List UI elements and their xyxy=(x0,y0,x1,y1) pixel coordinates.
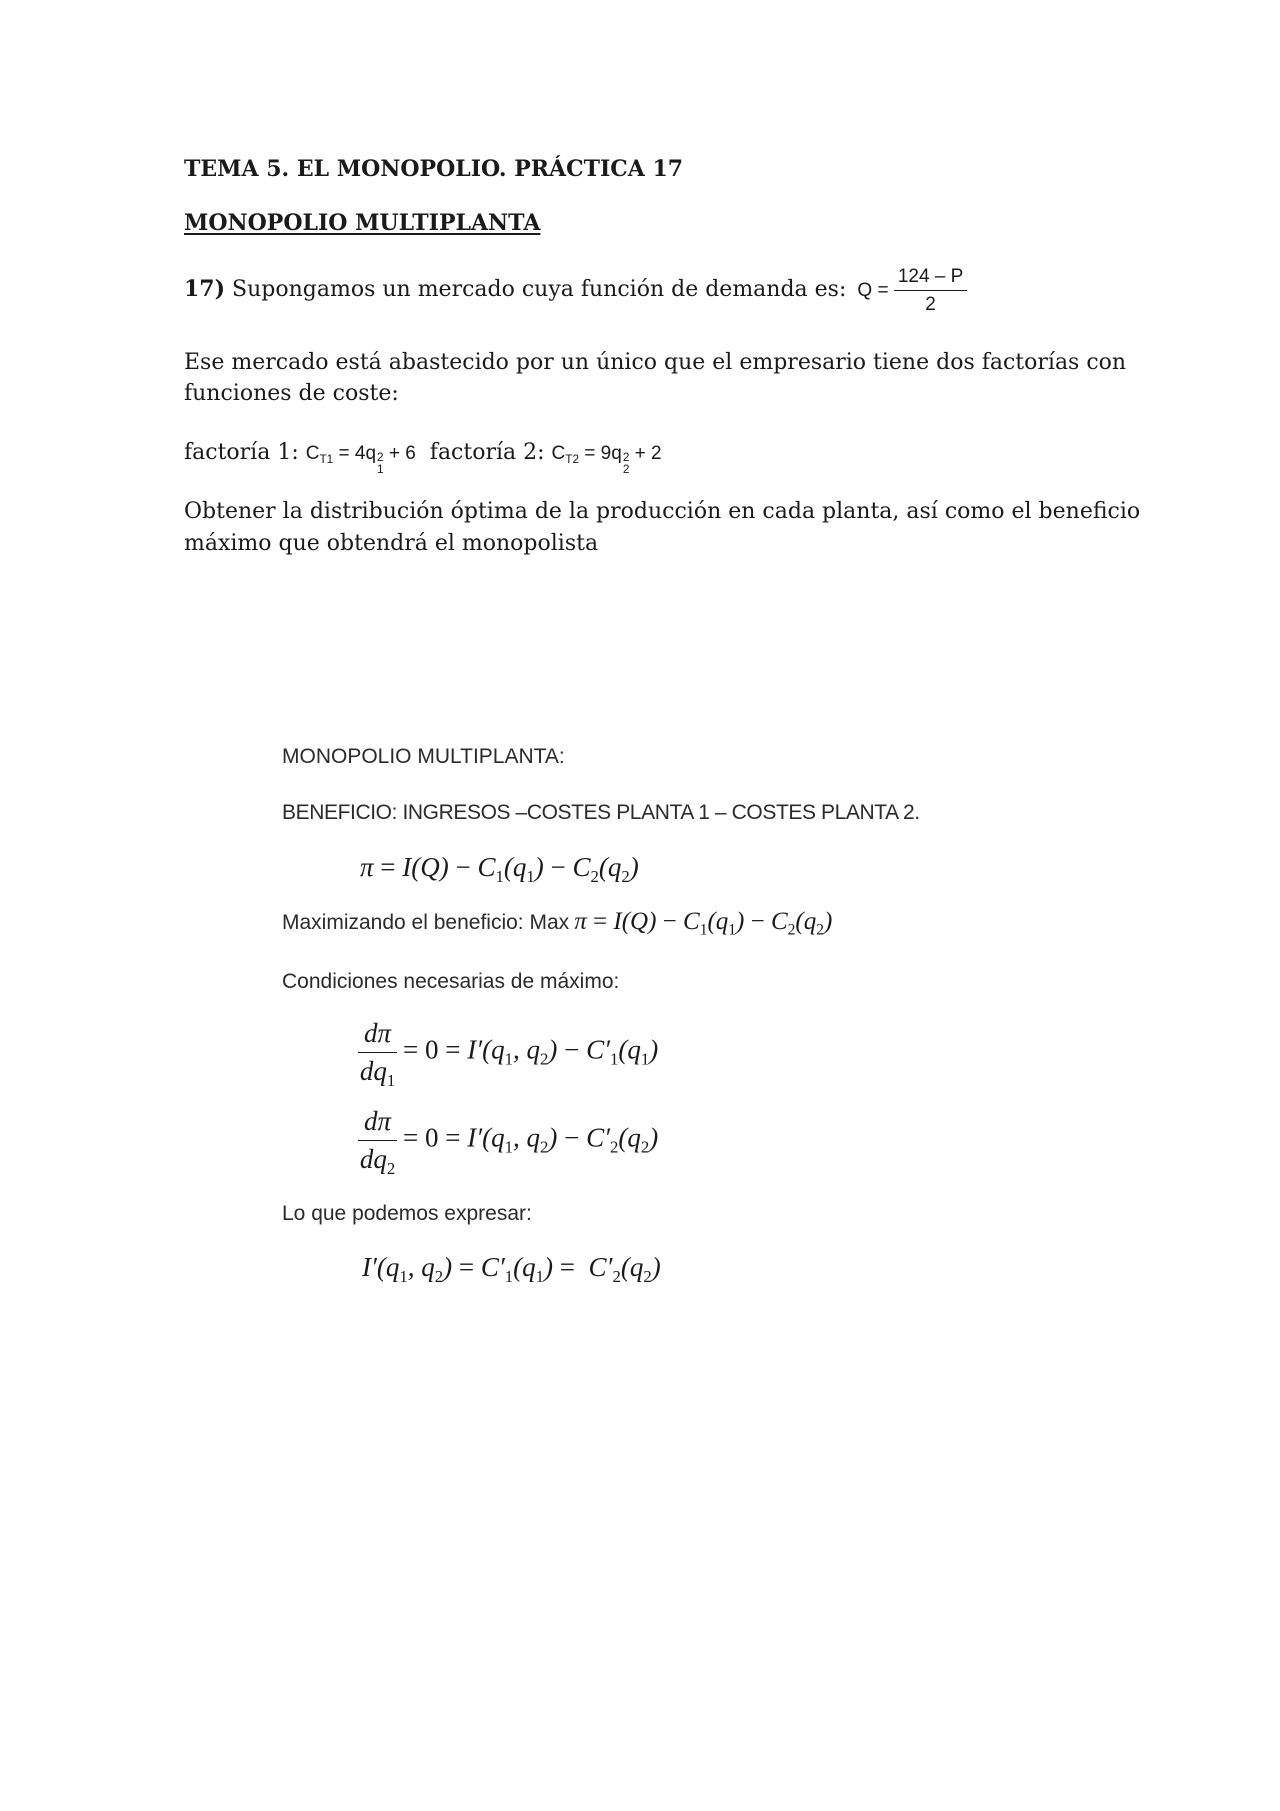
factory-2-isub: 2 xyxy=(622,462,630,476)
derivative-q2: $\frac{d\pi}{dq_2}$ xyxy=(359,1106,396,1178)
demand-equation xyxy=(857,266,967,315)
factory-1-label: factoría 1: xyxy=(184,440,299,465)
question-line-2: máximo que obtendrá el monopolista xyxy=(184,531,599,556)
factory-2-cost-sub: T2 xyxy=(565,453,580,467)
factory-1-exp: 2 xyxy=(377,451,384,465)
section-subtitle: MONOPOLIO MULTIPLANTA xyxy=(184,210,541,236)
solution-heading: MONOPOLIO MULTIPLANTA: xyxy=(282,745,565,768)
factory-2-mid: = 9q xyxy=(579,443,622,464)
demand-lhs: Q = xyxy=(857,280,889,302)
factory-2-tail: + 2 xyxy=(629,443,662,464)
benefit-definition: BENEFICIO: INGRESOS –COSTES PLANTA 1 – COSTES PLANTA 2. xyxy=(282,801,920,824)
factory-2-equation xyxy=(551,443,662,476)
paragraph-line-1: Ese mercado está abastecido por un único que el empresario tiene dos factorías con xyxy=(184,350,1127,375)
cost-functions xyxy=(184,440,662,475)
maximizing-equation: $\pi = I(Q) - C_1(q_1) - C_2(q_2)$ xyxy=(574,908,833,939)
condition-q2: $\frac{d\pi}{dq_2}$ = $0 = I'(q_1$, $q_2) - C'_2(q_2)$ xyxy=(359,1106,659,1178)
factory-1-cost-sub: T1 xyxy=(319,453,334,467)
factory-1-tail: + 6 xyxy=(383,443,416,464)
problem-statement xyxy=(184,266,967,316)
demand-fraction xyxy=(894,266,968,316)
problem-intro: Supongamos un mercado cuya función de demanda es: xyxy=(232,277,847,303)
expression-intro: Lo que podemos expresar: xyxy=(282,1202,532,1225)
maximizing-line xyxy=(282,908,833,939)
factory-2-cost-symbol: C xyxy=(551,443,566,464)
paragraph-line-2: funciones de coste: xyxy=(184,381,399,406)
equilibrium-condition: $I'(q_1$, $q_2) = C'_1(q_1) = C'_2(q_2)$ xyxy=(362,1252,661,1286)
factory-1-equation xyxy=(305,443,416,476)
condition-q1: $\frac{d\pi}{dq_1}$ = $0 = I'(q_1$, $q_2) - C'_1(q_1)$ xyxy=(359,1018,659,1090)
factory-2-label: factoría 2: xyxy=(429,440,545,465)
demand-numerator: 124 – P xyxy=(894,266,968,291)
profit-equation: $\pi = I(Q) - C_1(q_1) - C_2(q_2)$ xyxy=(360,852,639,886)
factory-1-mid: = 4q xyxy=(333,443,377,464)
problem-number: 17) xyxy=(184,276,226,303)
factory-1-cost-symbol: C xyxy=(305,443,320,464)
factory-1-isub: 1 xyxy=(377,462,384,476)
factory-2-exp: 2 xyxy=(622,451,630,465)
derivative-q1: $\frac{d\pi}{dq_1}$ xyxy=(359,1018,396,1090)
page-title: TEMA 5. EL MONOPOLIO. PRÁCTICA 17 xyxy=(184,156,684,182)
necessary-conditions: Condiciones necesarias de máximo: xyxy=(282,970,620,993)
demand-denominator: 2 xyxy=(925,294,936,315)
question-line-1: Obtener la distribución óptima de la producción en cada planta, así como el beneficio xyxy=(184,499,1141,524)
maximizing-text: Maximizando el beneficio: Max xyxy=(282,911,570,934)
